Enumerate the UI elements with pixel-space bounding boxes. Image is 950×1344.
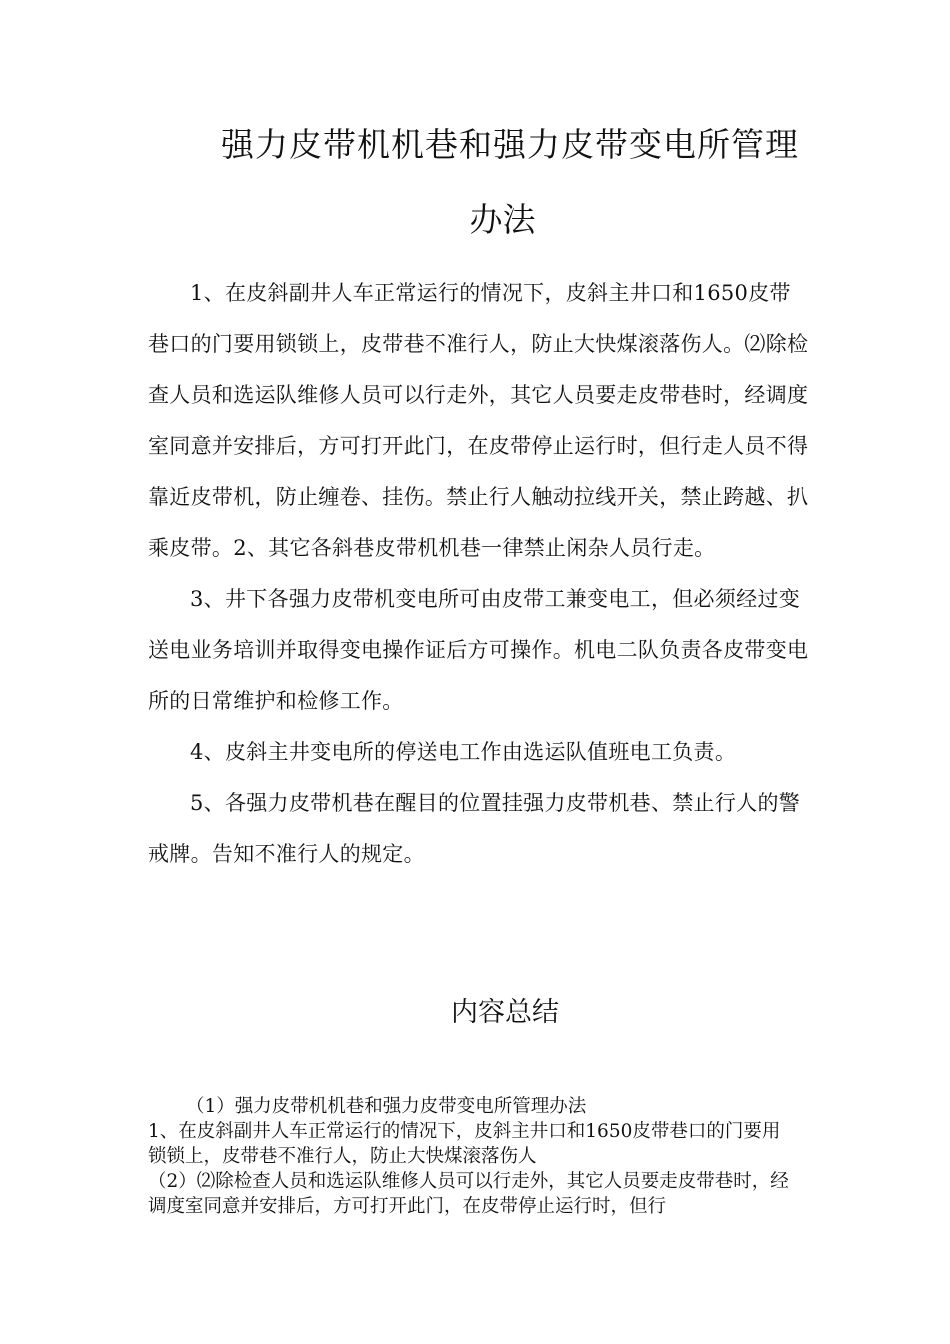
summary-heading: 内容总结: [451, 997, 559, 1028]
paragraph-5: 5、各强力皮带机巷在醒目的位置挂强力皮带机巷、禁止行人的警戒牌。告知不准行人的规定。: [148, 791, 801, 866]
paragraph-1: 1、在皮斜副井人车正常运行的情况下，皮斜主井口和1650皮带巷口的门要用锁锁上，皮带巷不准行人，防止大快煤滚落伤人。⑵除检查人员和选运队维修人员可以行走外，其它人员要走皮带巷时，经调度室同意并安排后，方可打开此门，在皮带停止运行时，但行走人员不得靠近皮带机，防止缠卷、挂伤。禁止行人触动拉线开关，禁止跨越、扒乘皮带。2、其它各斜巷皮带机机巷一律禁止闲杂人员行走。: [148, 281, 809, 560]
summary-line-2: 1、在皮斜副井人车正常运行的情况下，皮斜主井口和1650皮带巷口的门要用锁锁上，皮带巷不准行人，防止大快煤滚落伤人: [148, 1121, 781, 1167]
summary-line-3: （2）⑵除检查人员和选运队维修人员可以行走外，其它人员要走皮带巷时，经调度室同意并安排后，方可打开此门，在皮带停止运行时，但行: [148, 1171, 789, 1217]
document-title-line1: 强力皮带机机巷和强力皮带变电所管理: [221, 125, 799, 164]
document-title-line2: 办法: [469, 200, 536, 239]
summary-section: [148, 1094, 798, 1219]
paragraph-3: 3、井下各强力皮带机变电所可由皮带工兼变电工，但必须经过变送电业务培训并取得变电操作证后方可操作。机电二队负责各皮带变电所的日常维护和检修工作。: [148, 587, 809, 713]
summary-line-1: （1）强力皮带机机巷和强力皮带变电所管理办法: [186, 1096, 587, 1117]
paragraph-4: 4、皮斜主井变电所的停送电工作由选运队值班电工负责。: [190, 740, 737, 764]
document-body: [148, 268, 810, 880]
